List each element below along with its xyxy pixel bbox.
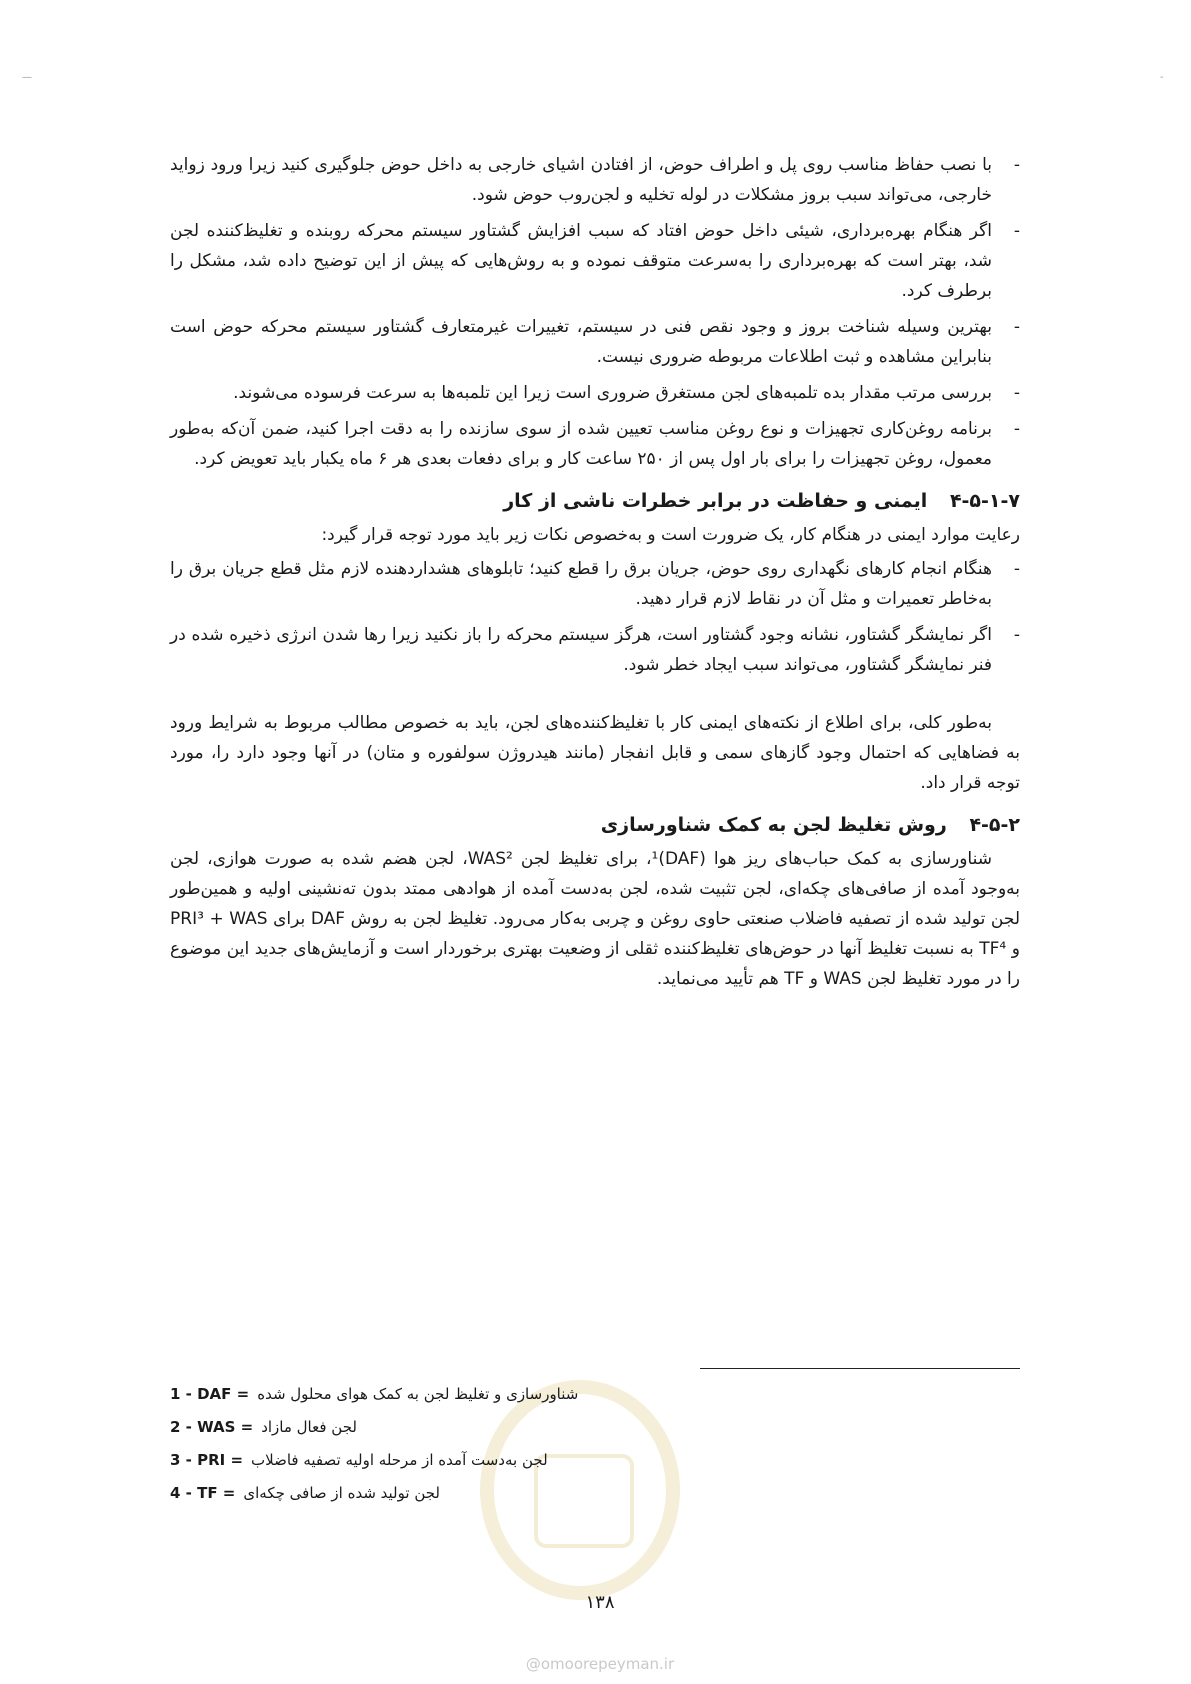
bullet-dash: - bbox=[1013, 155, 1020, 175]
footnote-divider bbox=[700, 1368, 1020, 1369]
section-title: روش تغلیظ لجن به کمک شناورسازی bbox=[600, 814, 947, 836]
list-item bbox=[170, 312, 1020, 372]
bullet-dash: - bbox=[1013, 317, 1020, 337]
bullet-text: اگر هنگام بهره‌برداری، شیئی داخل حوض افتاد که سبب افزایش گشتاور سیستم محرکه روبنده و تغلیظ‌کننده لجن شد، بهتر است که بهره‌برداری را به‌سرعت متوقف نموده و به روش‌هایی که پیش از این توضیح داده شد، مشکل را برطرف کرد. bbox=[170, 221, 992, 301]
section-heading-safety bbox=[170, 486, 1020, 516]
list-item bbox=[170, 216, 1020, 306]
bullet-dash: - bbox=[1013, 559, 1020, 579]
section-title: ایمنی و حفاظت در برابر خطرات ناشی از کار bbox=[503, 490, 928, 512]
footnote-definition: لجن تولید شده از صافی چکه‌ای bbox=[243, 1484, 440, 1502]
footnotes bbox=[170, 1378, 690, 1510]
bullet-dash: - bbox=[1013, 419, 1020, 439]
bullet-dash: - bbox=[1013, 383, 1020, 403]
list-item bbox=[170, 150, 1020, 210]
bullet-text: برنامه روغن‌کاری تجهیزات و نوع روغن مناسب تعیین شده از سوی سازنده را به دقت اجرا کنید، ضمن آن‌که به‌طور معمول، روغن تجهیزات را برای بار اول پس از ۲۵۰ ساعت کار و برای دفعات بعدی هر ۶ ماه یکبار باید تعویض کرد. bbox=[170, 419, 992, 469]
footnote-definition: لجن فعال مازاد bbox=[261, 1418, 357, 1436]
section-heading-flotation bbox=[170, 810, 1020, 840]
footnote-definition: شناورسازی و تغلیظ لجن به کمک هوای محلول شده bbox=[257, 1385, 579, 1403]
list-item bbox=[170, 378, 1020, 408]
bullet-text: اگر نمایشگر گشتاور، نشانه وجود گشتاور است، هرگز سیستم محرکه را باز نکنید زیرا رها شدن انرژی ذخیره شده در فنر نمایشگر گشتاور، می‌تواند سبب ایجاد خطر شود. bbox=[170, 625, 992, 675]
watermark-site: @omoorepeyman.ir bbox=[525, 1655, 675, 1673]
bullet-dash: - bbox=[1013, 221, 1020, 241]
list-item bbox=[170, 414, 1020, 474]
bullet-dash: - bbox=[1013, 625, 1020, 645]
page-number: ۱۳۸ bbox=[585, 1592, 615, 1613]
footnote-code: 1 - DAF = bbox=[170, 1385, 250, 1403]
flotation-paragraph: شناورسازی به کمک حباب‌های ریز هوا (DAF)¹، برای تغلیظ لجن WAS²، لجن هضم شده به صورت هوازی، لجن به‌وجود آمده از صافی‌های چکه‌ای، لجن تثبیت شده، لجن به‌دست آمده از هوادهی ممتد بدون ته‌نشینی اولیه و همین‌طور لجن تولید شده از تصفیه فاضلاب صنعتی حاوی روغن و چربی به‌کار می‌رود. تغلیظ لجن به روش DAF برای PRI³ + WAS و TF⁴ به نسبت تغلیظ آنها در حوض‌های تغلیظ‌کننده ثقلی از وضعیت بهتری برخوردار است و آزمایش‌های جدید این موضوع را در مورد تغلیظ لجن WAS و TF هم تأیید می‌نماید. bbox=[170, 849, 1021, 989]
bullet-text: با نصب حفاظ مناسب روی پل و اطراف حوض، از افتادن اشیای خارجی به داخل حوض جلوگیری کنید زیرا ورود زواید خارجی، می‌تواند سبب بروز مشکلات در لوله تخلیه و لجن‌روب حوض شود. bbox=[170, 155, 992, 205]
footnote bbox=[170, 1378, 690, 1411]
footnote-definition: لجن به‌دست آمده از مرحله اولیه تصفیه فاضلاب bbox=[251, 1451, 548, 1469]
edge-mark: — bbox=[22, 72, 32, 83]
section-number: ۴-۵-۱-۷ bbox=[949, 490, 1020, 512]
bullet-text: بررسی مرتب مقدار بده تلمبه‌های لجن مستغرق ضروری است زیرا این تلمبه‌ها به سرعت فرسوده می‌شوند. bbox=[233, 383, 992, 403]
footnote bbox=[170, 1477, 690, 1510]
bullet-text: هنگام انجام کارهای نگهداری روی حوض، جریان برق را قطع کنید؛ تابلوهای هشداردهنده لازم مثل قطع جریان برق را به‌خاطر تعمیرات و مثل آن در نقاط لازم قرار دهید. bbox=[170, 559, 992, 609]
footnote-code: 4 - TF = bbox=[170, 1484, 236, 1502]
main-content bbox=[170, 150, 1020, 998]
footnote bbox=[170, 1411, 690, 1444]
bullet-text: بهترین وسیله شناخت بروز و وجود نقص فنی در سیستم، تغییرات غیرمتعارف گشتاور سیستم محرکه حوض است بنابراین مشاهده و ثبت اطلاعات مربوطه ضروری نیست. bbox=[170, 317, 992, 367]
footnote bbox=[170, 1444, 690, 1477]
edge-mark: - bbox=[1160, 72, 1164, 83]
list-item bbox=[170, 554, 1020, 614]
list-item bbox=[170, 620, 1020, 680]
section-intro: رعایت موارد ایمنی در هنگام کار، یک ضرورت است و به‌خصوص نکات زیر باید مورد توجه قرار گیرد: bbox=[321, 525, 1020, 545]
footnote-code: 3 - PRI = bbox=[170, 1451, 244, 1469]
closing-paragraph: به‌طور کلی، برای اطلاع از نکته‌های ایمنی کار با تغلیظ‌کننده‌های لجن، باید به خصوص مطالب مربوط به شرایط ورود به فضاهایی که احتمال وجود گازهای سمی و قابل انفجار (مانند هیدروژن سولفوره و متان) در آنها وجود دارد را، مورد توجه قرار داد. bbox=[170, 713, 1020, 793]
section-number: ۴-۵-۲ bbox=[969, 814, 1020, 836]
footnote-code: 2 - WAS = bbox=[170, 1418, 254, 1436]
